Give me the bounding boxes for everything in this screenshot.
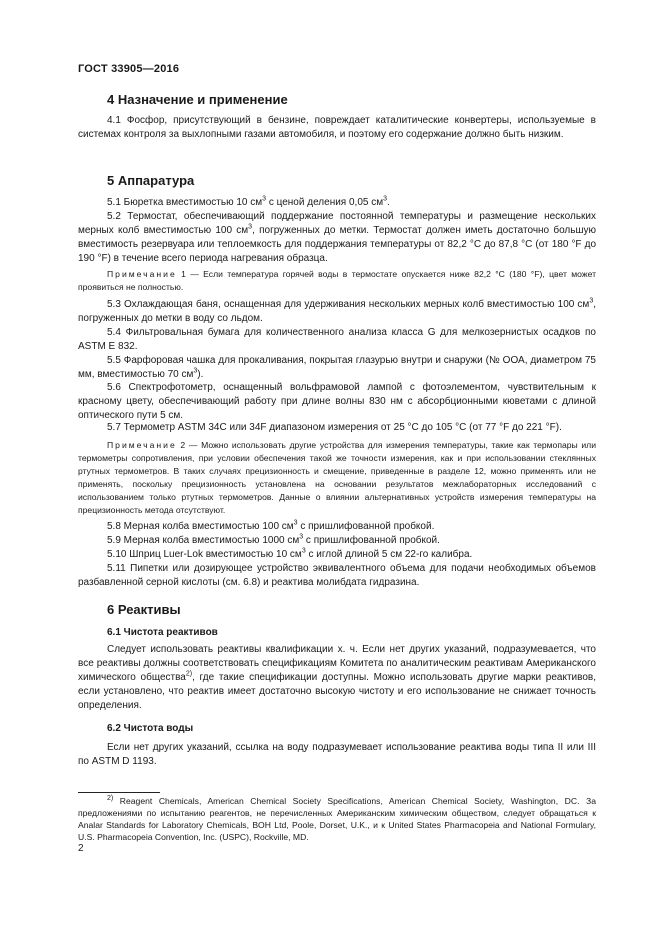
paragraph-5-7: 5.7 Термометр ASTM 34C или 34F диапазоном измерения от 25 °С до 105 °С (от 77 °F до 221 °F). [107, 422, 562, 433]
paragraph-5-5: 5.5 Фарфоровая чашка для прокаливания, покрытая глазурью внутри и снаружи (№ ООА, диаметром 75 мм, вместимостью 70 $см^3$). [78, 355, 596, 380]
section-5-title: 5 Аппаратура [107, 173, 195, 188]
footnote-divider [78, 792, 160, 793]
subsection-6-1-title: 6.1 Чистота реактивов [107, 627, 218, 638]
paragraph-5-8: 5.8 Мерная колба вместимостью 100 $см^3$ с пришлифованной пробкой. [107, 519, 435, 532]
subsection-6-2-title: 6.2 Чистота воды [107, 723, 194, 734]
footnote: $^{2)}$ Reagent Chemicals, American Chemical Society Specifications, American Chemical Society, Washington, DC. За предложениями по испытанию реагентов, не перечисленных Американским химическим обществом, следует обращаться к Analar Standards for Laboratory Chemicals, BOH Ltd, Poole, Dorset, U.K., и к United States Pharmacopeia and National Formulary, U.S. Pharmacopeia Convention, Inc. (USPC), Rockville, MD. [78, 795, 596, 842]
paragraph-6-1: Следует использовать реактивы квалификации х. ч. Если нет других указаний, подразумевается, что все реактивы должны соответствовать спецификациям Комитета по аналитическим реактивам Американского химического общества$^{2)}$, где такие спецификации доступны. Можно использовать другие марки реактивов, если установлено, что реактив имеет достаточно высокую чистоту и его использование не снижает точность определения. [78, 644, 596, 711]
paragraph-5-11: 5.11 Пипетки или дозирующее устройство эквивалентного объема для подачи необходимых объемов разбавленной серной кислоты (см. 6.8) и реактива молибдата гидразина. [78, 563, 596, 588]
paragraph-5-4: 5.4 Фильтровальная бумага для количественного анализа класса G для мелкозернистых осадков по ASTM E 832. [78, 327, 596, 352]
paragraph-4-1: 4.1 Фосфор, присутствующий в бензине, повреждает каталитические конвертеры, используемые в системах контроля за выхлопными газами автомобиля, и поэтому его содержание должно быть низким. [78, 115, 596, 140]
section-6-title: 6 Реактивы [107, 602, 181, 617]
paragraph-5-2: 5.2 Термостат, обеспечивающий поддержание постоянной температуры и размещение нескольких мерных колб вместимостью 100 $см^3$, погруженных до метки. Термостат должен иметь достаточно большую вместимость резервуара или теплоемкость для поддержания температуры от 82,2 °С до 87,8 °С (от 180 °F до 190 °F) в течение всего периода нагревания образца. [78, 211, 596, 264]
note-1: Примечание 1 — Если температура горячей воды в термостате опускается ниже 82,2 °С (180 °F), цвет может проявиться не полностью. [78, 269, 596, 292]
note-2: Примечание 2 — Можно использовать другие устройства для измерения температуры, такие как термопары или термометры сопротивления, при условии обеспечения такой же точности измерения, как и при использовании стеклянных ртутных термометров. В таких случаях прецизионность и смещение, приведенные в разделе 12, можно применять или не применять, поскольку прецизионность установлена на основании результатов межлабораторных исследований с использованием только ртутных термометров. Данные о влиянии альтернативных устройств измерения температуры на прецизионность метода отсутствуют. [78, 440, 596, 515]
standard-header: ГОСТ 33905—2016 [78, 63, 180, 75]
section-4-title: 4 Назначение и применение [107, 92, 288, 107]
paragraph-5-10: 5.10 Шприц Luer-Lok вместимостью 10 $см^3$ с иглой длиной 5 см 22-го калибра. [107, 547, 473, 560]
paragraph-5-9: 5.9 Мерная колба вместимостью 1000 $см^3$ с пришлифованной пробкой. [107, 533, 440, 546]
paragraph-5-6: 5.6 Спектрофотометр, оснащенный вольфрамовой лампой с фотоэлементом, чувствительным к красному цвету, обеспечивающий работу при длине волны 830 нм с абсорбционными кюветами с длиной оптического пути 5 см. [78, 382, 596, 421]
paragraph-5-1: 5.1 Бюретка вместимостью 10 $см^3$ с ценой деления 0,05 $см^3$. [107, 195, 390, 208]
paragraph-5-3: 5.3 Охлаждающая баня, оснащенная для удерживания нескольких мерных колб вместимостью 100 $см^3$, погруженных до метки в воду со льдом. [78, 297, 596, 324]
page-number: 2 [78, 843, 84, 854]
paragraph-6-2: Если нет других указаний, ссылка на воду подразумевает использование реактива воды типа II или III по ASTM D 1193. [78, 742, 596, 767]
